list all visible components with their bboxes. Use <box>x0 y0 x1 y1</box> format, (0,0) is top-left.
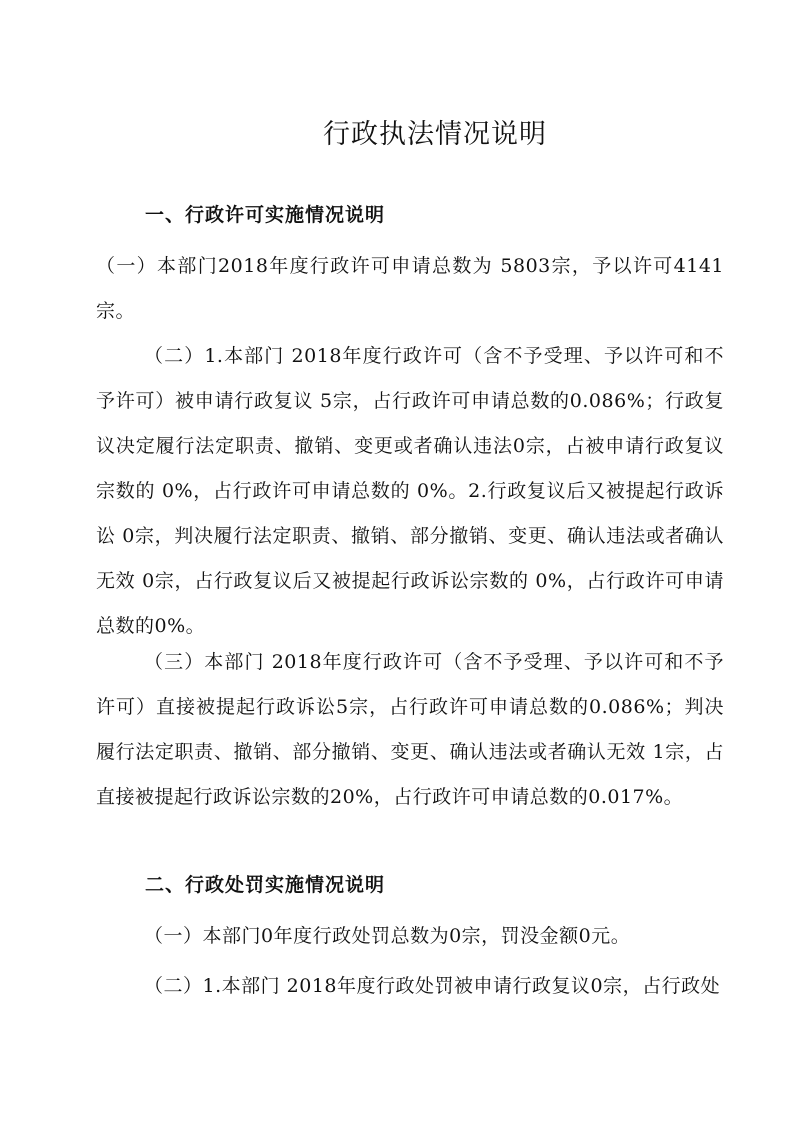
paragraph-penalty-2: （二）1.本部门 2018年度行政处罚被申请行政复议0宗，占行政处 <box>144 975 721 997</box>
paragraph-licensing-2: （二）1.本部门 2018年度行政许可（含不予受理、予以许可和不予许可）被申请行政复议 5宗，占行政许可申请总数的0.086%；行政复议决定履行法定职责、撤销、变更或者确认违法0宗，占被申请行政复议宗数的 0%，占行政许可申请总数的 0%。2.行政复议后又被提起行政诉讼 0宗，判决履行法定职责、撤销、部分撤销、变更、确认违法或者确认无效 0宗，占行政复议后又被提起行政诉讼宗数的 0%，占行政许可申请总数的0%。 <box>96 345 724 637</box>
paragraph-penalty-1: （一）本部门0年度行政处罚总数为0宗，罚没金额0元。 <box>144 925 631 947</box>
section-heading-licensing: 一、行政许可实施情况说明 <box>145 204 386 226</box>
section-heading-penalty: 二、行政处罚实施情况说明 <box>145 874 386 896</box>
paragraph-licensing-1: （一）本部门2018年度行政许可申请总数为 5803宗，予以许可4141宗。 <box>96 255 724 322</box>
document-title: 行政执法情况说明 <box>323 119 547 150</box>
paragraph-licensing-3: （三）本部门 2018年度行政许可（含不予受理、予以许可和不予许可）直接被提起行政诉讼5宗，占行政许可申请总数的0.086%；判决履行法定职责、撤销、部分撤销、变更、确认违法或者确认无效 1宗，占直接被提起行政诉讼宗数的20%，占行政许可申请总数的0.017%。 <box>96 651 724 808</box>
